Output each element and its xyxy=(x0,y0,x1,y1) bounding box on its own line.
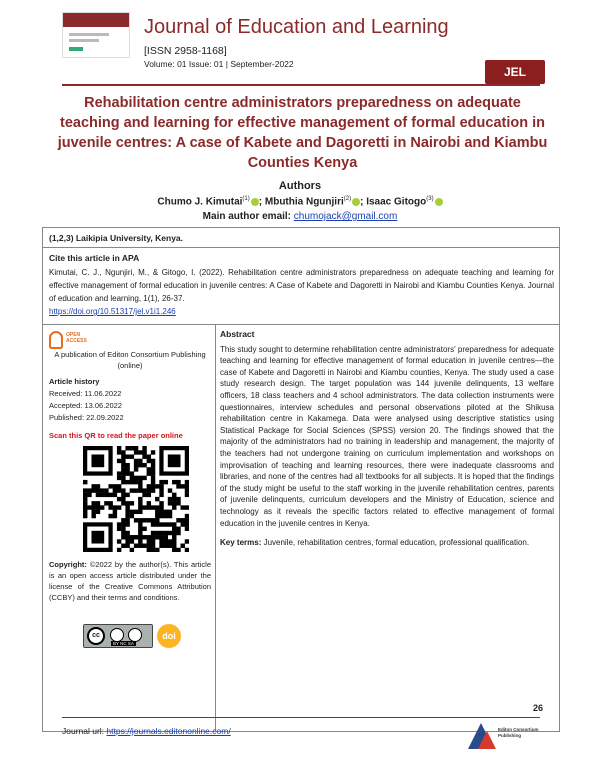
publisher-note: A publication of Editon Consortium Publishing (online) xyxy=(54,350,206,370)
doi-icon[interactable]: doi xyxy=(157,624,181,648)
copyright-text: ©2022 by the author(s). This article is an open access article distributed under the license of the Creative Commons Attribution (CCBY) and their terms and conditions. xyxy=(49,560,211,602)
cc-icon: cc xyxy=(87,627,105,645)
main-author-email-line xyxy=(0,211,600,222)
orcid-icon[interactable] xyxy=(435,198,443,206)
publisher-logo xyxy=(468,719,558,753)
open-access-icon xyxy=(49,331,63,349)
author-affiliation-mark: (3) xyxy=(426,196,434,202)
author-separator: ; xyxy=(360,196,367,208)
publisher-logo-text: Editon Consortium Publishing xyxy=(498,727,539,738)
journal-badge: JEL xyxy=(485,60,545,84)
orcid-icon[interactable] xyxy=(251,198,259,206)
journal-url-link[interactable]: https://journals.editononline.com/ xyxy=(106,726,231,736)
open-access-label: OPEN ACCESS xyxy=(66,332,87,344)
page-number: 26 xyxy=(533,703,544,713)
creative-commons-badge[interactable] xyxy=(83,624,153,648)
header-divider xyxy=(62,84,540,86)
cc-license-label: BY NC SA xyxy=(113,641,134,646)
qr-code[interactable] xyxy=(83,446,189,552)
qr-label: Scan this QR to read the paper online xyxy=(49,431,183,440)
author-affiliation-mark: (2) xyxy=(343,196,352,202)
footer-divider xyxy=(62,717,540,718)
keywords-text: Juvenile, rehabilitation centres, formal education, professional qualification. xyxy=(261,538,530,548)
column-divider xyxy=(215,325,216,731)
by-icon xyxy=(110,628,124,642)
author-name: Chumo J. Kimutai xyxy=(157,196,243,208)
abstract-section xyxy=(220,329,554,549)
article-history-heading: Article history xyxy=(49,377,100,386)
copyright-label: Copyright: xyxy=(49,560,87,569)
keywords xyxy=(220,537,554,549)
author-name: Isaac Gitogo xyxy=(366,196,427,208)
journal-cover-thumbnail xyxy=(62,12,130,58)
article-info-box xyxy=(42,227,560,732)
published-date: Published: 22.09.2022 xyxy=(49,413,124,422)
author-name: Mbuthia Ngunjiri xyxy=(264,196,344,208)
abstract-heading: Abstract xyxy=(220,329,255,339)
author-email-link[interactable]: chumojack@gmail.com xyxy=(293,211,398,222)
author-separator: ; xyxy=(258,196,265,208)
doi-link[interactable]: https://doi.org/10.51317/jel.v1i1.246 xyxy=(49,307,176,316)
affiliation: (1,2,3) Laikipia University, Kenya. xyxy=(49,233,184,243)
authors-heading: Authors xyxy=(278,180,322,192)
cite-heading: Cite this article in APA xyxy=(49,253,140,263)
issn: [ISSN 2958-1168] xyxy=(144,45,227,57)
received-date: Received: 11.06.2022 xyxy=(49,389,122,398)
abstract-text: This study sought to determine rehabilitation centre administrators' preparedness for adequate teaching and learning for effective management of formal education in juvenile centres—the case of Kabete and Dagoretti in Nairobi and Kiambu counties, Kenya. The study used a case study research design. The target population was 144 juvenile delinquents, 13 welfare officers, 18 class teachers and 4 school administrators. The data collection instruments were questionnaires, interview schedules and personal observations piloted at the Shikusa rehabilitation centre in Kakamega. Data were analysed using descriptive statistics using Statistical Package for Social Sciences (SPSS) version 20. The findings showed that the majority of the administrators had no training in leadership and management, the majority of the teachers had not undergone training on curriculum implementation and workshops on improvisation of teaching and learning resources, there were inadequate classrooms and libraries, and none of the centres had all textbooks for all subjects. It is hoped that the findings of the study might be useful to the staff working in the juvenile rehabilitation centres, parents of juvenile delinquents, curriculum developers and the Ministry of Education, science and technology as it reveals the specific factors related to effective management of formal education in the juvenile centres in Kenya. xyxy=(220,344,554,528)
journal-url-label: Journal url: xyxy=(62,726,107,736)
citation-text: Kimutai, C. J., Ngunjiri, M., & Gitogo, I. (2022). Rehabilitation centre administrators preparedness on adequate teaching and learning for effective management of formal education in juvenile centres: A Case of Kabete and Dagoretti in Nairobi and Kiambu Counties Kenya. Journal of education and learning, 1(1), 26-37. xyxy=(49,268,554,303)
footer xyxy=(62,726,231,736)
orcid-icon[interactable] xyxy=(352,198,360,206)
copyright-notice xyxy=(49,559,211,603)
nc-icon xyxy=(128,628,142,642)
author-list xyxy=(0,196,600,207)
email-label: Main author email: xyxy=(202,211,294,222)
author-affiliation-mark: (1) xyxy=(242,196,250,202)
volume-issue: Volume: 01 Issue: 01 | September-2022 xyxy=(144,59,294,69)
divider xyxy=(43,247,559,248)
paper-title: Rehabilitation centre administrators preparedness on adequate teaching and learning for effective management of formal education in juvenile centres: A case of Kabete and Dagoretti in Nairobi and Kiambu Counties Kenya xyxy=(57,95,548,171)
journal-title: Journal of Education and Learning xyxy=(144,16,449,38)
citation xyxy=(49,266,554,318)
divider xyxy=(43,324,559,325)
accepted-date: Accepted: 13.06.2022 xyxy=(49,401,122,410)
keywords-label: Key terms: xyxy=(220,538,262,548)
